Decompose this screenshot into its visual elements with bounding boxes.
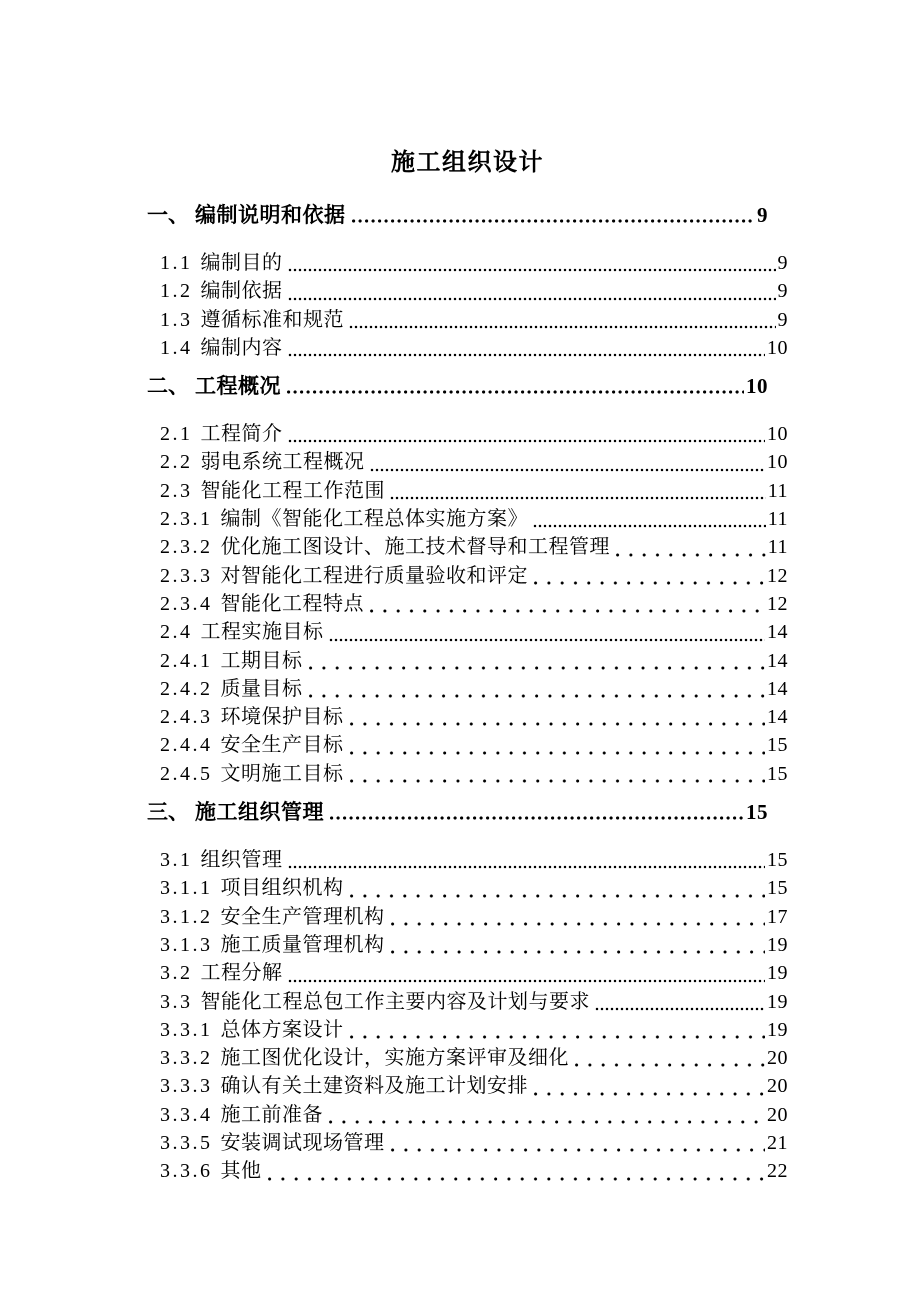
toc-entry-title: 总体方案设计: [220, 1018, 344, 1041]
toc-entry-title: 编制目的: [200, 252, 283, 274]
toc-entry-title: 编制依据: [200, 280, 283, 303]
toc-page-number: 9: [777, 252, 788, 274]
dot-leader-icon: [288, 979, 766, 983]
toc-entry-title: 工程分解: [200, 962, 283, 985]
toc-entry-number: 2.4.1: [160, 649, 213, 672]
toc-page-number: 9: [777, 308, 788, 331]
dot-leader-icon: [533, 524, 766, 528]
toc-entry-title: 工期目标: [220, 649, 303, 672]
toc-entry[interactable]: [147, 675, 788, 703]
dot-leader-icon: [370, 468, 766, 472]
toc-page-number: 14: [767, 621, 788, 644]
toc-page-number: 12: [767, 564, 788, 587]
toc-page-number: 11: [767, 479, 788, 502]
toc-entry-number: 2.3.3: [160, 564, 213, 587]
doc-title: 施工组织设计: [391, 150, 544, 176]
toc-entry[interactable]: [147, 760, 788, 788]
toc-page-number: 9: [777, 280, 788, 303]
dot-leader-icon: [349, 751, 766, 755]
dot-leader-icon: [328, 1120, 765, 1124]
toc-entry[interactable]: [147, 703, 788, 731]
dot-leader-icon: [533, 581, 765, 585]
toc-entry[interactable]: [147, 448, 788, 476]
dot-leader-icon: [286, 390, 744, 394]
toc-entry-number: 3.1.2: [160, 905, 213, 928]
toc-entry-number: 3.3.6: [160, 1160, 213, 1183]
toc-entry-title: 施工前准备: [220, 1103, 323, 1126]
toc-entry-number: 2.1: [160, 423, 193, 446]
toc-content-area: [147, 0, 788, 1186]
toc-page-number: 10: [746, 374, 768, 399]
toc-page-number: 11: [767, 508, 788, 531]
dot-leader-icon: [390, 496, 766, 500]
toc-entry-number: 3.1: [160, 849, 193, 872]
toc-entry-title: 遵循标准和规范: [200, 308, 344, 331]
toc-page-number: 19: [767, 962, 788, 985]
toc-entry[interactable]: [147, 204, 788, 226]
toc-entry-title: 编制说明和依据: [195, 203, 346, 227]
dot-leader-icon: [349, 1035, 766, 1039]
toc-entry-number: 1.2: [160, 280, 193, 303]
toc-page-number: 10: [767, 451, 788, 474]
dot-leader-icon: [390, 922, 766, 926]
toc-entry-title: 其他: [220, 1160, 262, 1183]
toc-entry[interactable]: [147, 846, 788, 874]
dot-leader-icon: [308, 694, 766, 698]
toc-entry-number: 3.3.3: [160, 1075, 213, 1098]
toc-entry-number: 2.4.3: [160, 706, 213, 729]
toc-entry-number: 2.4.2: [160, 677, 213, 700]
toc-entry-title: 智能化工程总包工作主要内容及计划与要求: [200, 990, 590, 1013]
toc-entry-title: 弱电系统工程概况: [200, 451, 365, 474]
toc-entry[interactable]: [147, 988, 788, 1016]
toc-entry[interactable]: [147, 931, 788, 959]
toc-entry-number: 3.1.3: [160, 933, 213, 956]
toc-entry[interactable]: [147, 477, 788, 505]
toc-page-number: 15: [767, 734, 788, 757]
dot-leader-icon: [349, 325, 776, 329]
toc-entry[interactable]: [147, 1129, 788, 1157]
toc-page-number: 15: [746, 800, 768, 825]
dot-leader-icon: [329, 638, 766, 642]
toc-entry[interactable]: [147, 334, 788, 362]
toc-entry-number: 3.3.1: [160, 1018, 213, 1041]
toc-entry-number: 2.4: [160, 621, 193, 644]
toc-entry[interactable]: [147, 505, 788, 533]
toc-entry-title: 质量目标: [220, 677, 303, 700]
toc-entry[interactable]: [147, 959, 788, 987]
toc-entry-number: 2.4.5: [160, 762, 213, 785]
toc-page-number: 10: [767, 423, 788, 446]
dot-leader-icon: [288, 353, 766, 357]
dot-leader-icon: [595, 1007, 765, 1011]
toc-entry-title: 优化施工图设计、施工技术督导和工程管理: [220, 536, 610, 559]
dot-leader-icon: [308, 666, 766, 670]
toc-entry-number: 2.3: [160, 479, 193, 502]
toc-page-number: 9: [757, 203, 768, 227]
toc-page-number: 14: [767, 677, 788, 700]
toc-entry-title: 工程简介: [200, 423, 283, 446]
toc-page-number: 20: [767, 1047, 788, 1070]
dot-leader-icon: [390, 1148, 766, 1152]
toc-entry[interactable]: [147, 903, 788, 931]
dot-leader-icon: [288, 268, 776, 272]
toc-entry-title: 文明施工目标: [220, 762, 344, 785]
toc-entry-title: 施工组织管理: [195, 800, 324, 825]
toc-page-number: 20: [767, 1075, 788, 1098]
toc-page-number: 14: [767, 706, 788, 729]
toc-entry-title: 编制《智能化工程总体实施方案》: [220, 508, 528, 531]
toc-entry-title: 安装调试现场管理: [220, 1132, 385, 1155]
toc-page-number: 19: [767, 1018, 788, 1041]
toc-entry-number: 1.4: [160, 336, 193, 359]
toc-entry-title: 确认有关土建资料及施工计划安排: [220, 1075, 528, 1098]
toc-entry-title: 施工质量管理机构: [220, 933, 385, 956]
toc-entry[interactable]: [147, 731, 788, 759]
table-of-contents: [147, 204, 788, 1186]
toc-entry[interactable]: [147, 801, 788, 823]
toc-entry[interactable]: [147, 375, 788, 397]
toc-entry[interactable]: [147, 420, 788, 448]
toc-entry-number: 2.4.4: [160, 734, 213, 757]
toc-entry-number: 2.3.2: [160, 536, 213, 559]
toc-page-number: 21: [767, 1132, 788, 1155]
toc-entry[interactable]: [147, 562, 788, 590]
dot-leader-icon: [288, 439, 766, 443]
toc-entry-number: 3.3.4: [160, 1103, 213, 1126]
toc-entry[interactable]: [147, 618, 788, 646]
toc-entry[interactable]: [147, 590, 788, 618]
toc-page-number: 10: [767, 336, 788, 359]
toc-entry-title: 项目组织机构: [220, 877, 344, 900]
dot-leader-icon: [533, 1092, 765, 1096]
dot-leader-icon: [574, 1063, 765, 1067]
toc-page-number: 19: [767, 990, 788, 1013]
toc-entry-title: 对智能化工程进行质量验收和评定: [220, 564, 528, 587]
toc-entry-title: 工程概况: [195, 374, 281, 399]
toc-entry-title: 工程实施目标: [200, 621, 324, 644]
toc-entry-number: 三、: [147, 800, 189, 825]
dot-leader-icon: [349, 722, 766, 726]
toc-entry-number: 2.3.1: [160, 508, 213, 531]
toc-entry-title: 智能化工程特点: [220, 592, 364, 615]
toc-page-number: 15: [767, 849, 788, 872]
toc-entry-number: 2.3.4: [160, 592, 213, 615]
dot-leader-icon: [288, 865, 766, 869]
toc-entry-title: 编制内容: [200, 336, 283, 359]
toc-entry[interactable]: [147, 1044, 788, 1072]
toc-entry[interactable]: [147, 533, 788, 561]
toc-entry-title: 施工图优化设计，实施方案评审及细化: [220, 1047, 569, 1070]
dot-leader-icon: [288, 297, 776, 301]
dot-leader-icon: [329, 816, 744, 820]
toc-page-number: 19: [767, 933, 788, 956]
toc-entry[interactable]: [147, 249, 788, 277]
dot-leader-icon: [615, 553, 766, 557]
toc-entry[interactable]: [147, 1072, 788, 1100]
toc-entry-title: 智能化工程工作范围: [200, 479, 385, 502]
toc-entry-title: 安全生产目标: [220, 734, 344, 757]
dot-leader-icon: [351, 219, 756, 223]
dot-leader-icon: [369, 609, 765, 613]
toc-entry-number: 1.3: [160, 308, 193, 331]
toc-entry-number: 一、: [147, 203, 189, 227]
toc-page-number: 15: [767, 762, 788, 785]
toc-page-number: 14: [767, 649, 788, 672]
dot-leader-icon: [390, 950, 766, 954]
toc-entry-number: 3.3.2: [160, 1047, 213, 1070]
toc-page-number: 15: [767, 877, 788, 900]
toc-page-number: 20: [767, 1103, 788, 1126]
toc-entry[interactable]: [147, 1101, 788, 1129]
toc-entry-title: 环境保护目标: [220, 706, 344, 729]
toc-entry[interactable]: [147, 874, 788, 902]
toc-entry-number: 3.2: [160, 962, 193, 985]
toc-entry-number: 2.2: [160, 451, 193, 474]
toc-entry[interactable]: [147, 1016, 788, 1044]
dot-leader-icon: [349, 894, 766, 898]
toc-page-number: 11: [767, 536, 788, 559]
toc-entry-title: 安全生产管理机构: [220, 905, 385, 928]
toc-page-number: 12: [767, 592, 788, 615]
toc-entry-number: 3.3: [160, 990, 193, 1013]
toc-page-number: 22: [767, 1160, 788, 1183]
toc-page-number: 17: [767, 905, 788, 928]
dot-leader-icon: [267, 1177, 766, 1181]
toc-entry[interactable]: [147, 277, 788, 305]
dot-leader-icon: [349, 779, 766, 783]
toc-entry-number: 3.1.1: [160, 877, 213, 900]
toc-entry[interactable]: [147, 1157, 788, 1185]
toc-entry-number: 二、: [147, 374, 189, 399]
toc-entry[interactable]: [147, 647, 788, 675]
toc-entry[interactable]: [147, 306, 788, 334]
toc-entry-title: 组织管理: [200, 849, 283, 872]
toc-entry-number: 1.1: [160, 252, 193, 274]
toc-entry-number: 3.3.5: [160, 1132, 213, 1155]
